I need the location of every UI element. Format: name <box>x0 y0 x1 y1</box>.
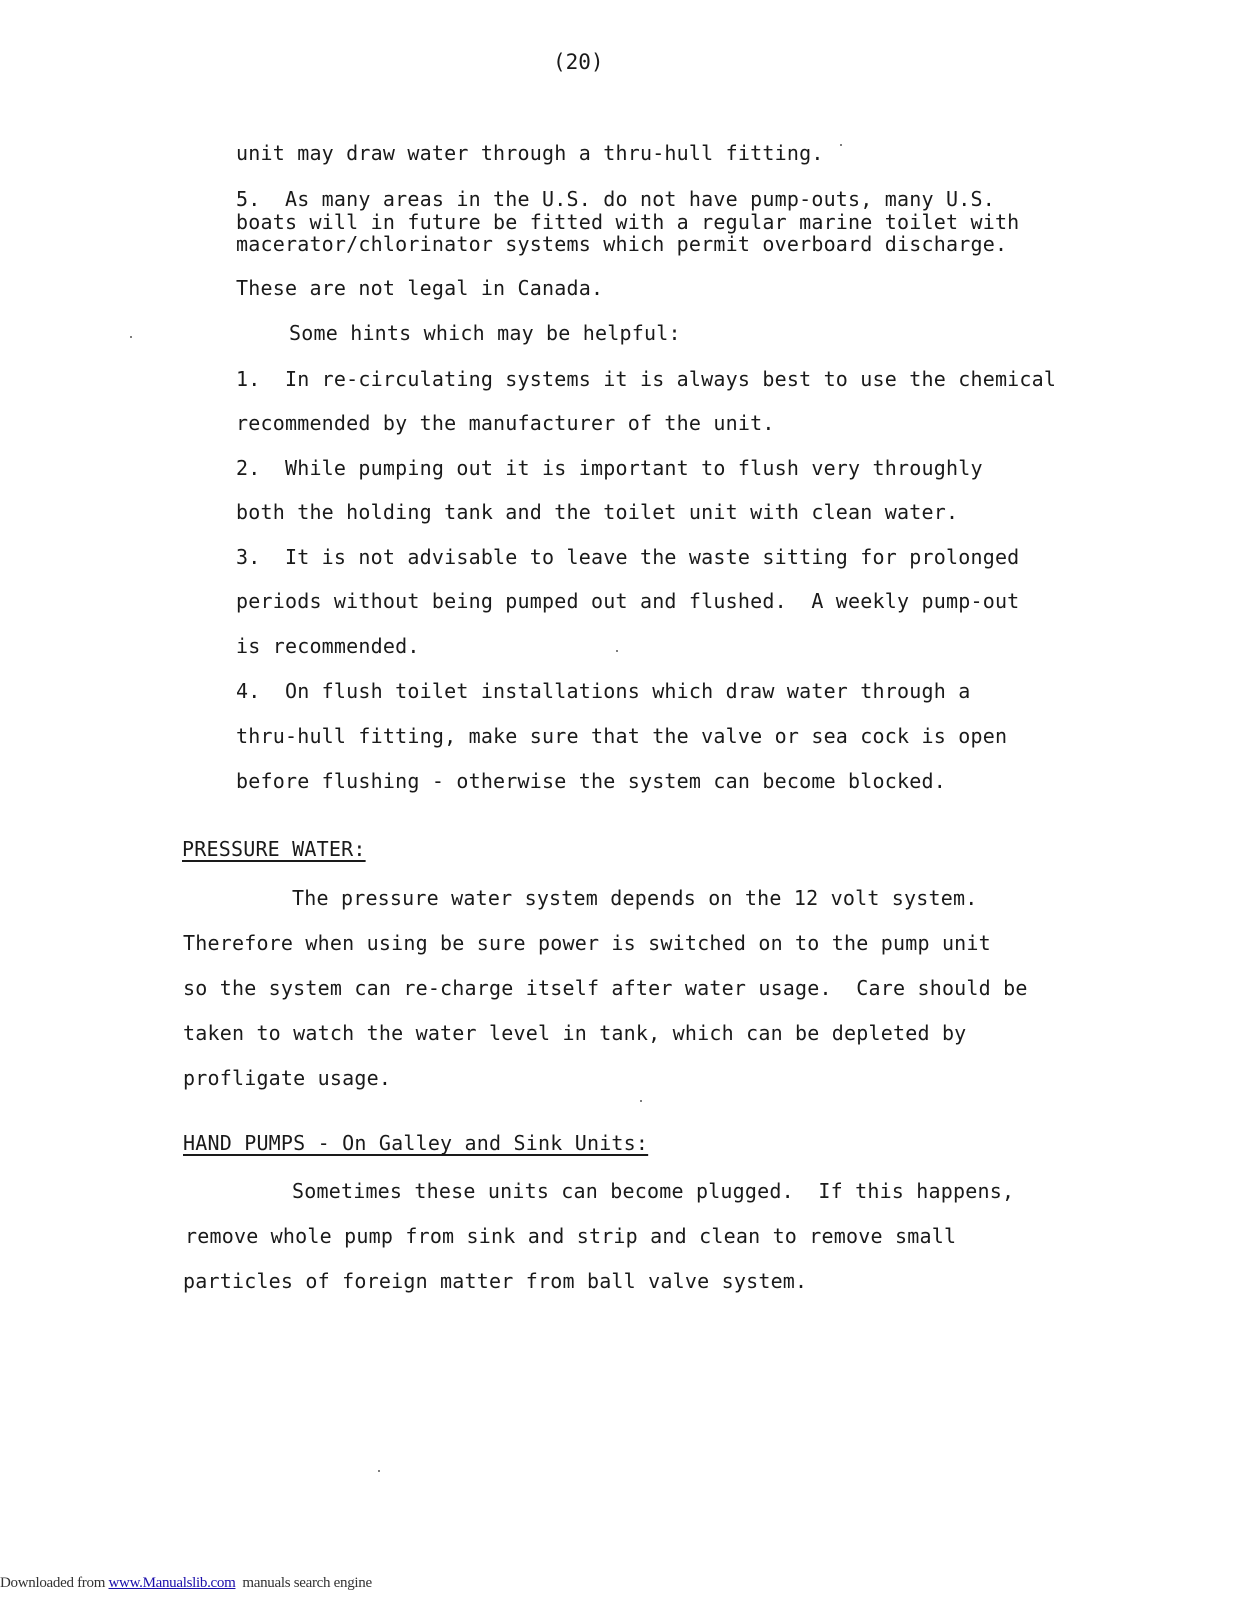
paragraph-line: unit may draw water through a thru-hull fitting. <box>236 141 824 165</box>
scan-speck <box>840 144 842 146</box>
hint-line: is recommended. <box>236 634 420 658</box>
manualslib-link[interactable]: www.Manualslib.com <box>108 1575 236 1591</box>
hint-line: 3. It is not advisable to leave the waste sitting for prolonged <box>236 545 1020 569</box>
page-number: (20) <box>553 50 604 74</box>
hint-line: periods without being pumped out and flushed. A weekly pump-out <box>236 589 1020 613</box>
section-line: The pressure water system depends on the 12 volt system. <box>292 886 978 910</box>
hint-line: before flushing - otherwise the system can become blocked. <box>236 769 946 793</box>
footer-suffix: manuals search engine <box>235 1575 372 1591</box>
hint-line: 1. In re-circulating systems it is always best to use the chemical <box>236 367 1057 391</box>
section-line: particles of foreign matter from ball valve system. <box>183 1269 808 1293</box>
scan-speck <box>130 336 132 338</box>
paragraph-line: These are not legal in Canada. <box>236 276 604 300</box>
section-line: remove whole pump from sink and strip and clean to remove small <box>185 1224 957 1248</box>
scan-speck <box>640 1100 642 1102</box>
scan-speck <box>616 650 618 652</box>
section-line: so the system can re-charge itself after water usage. Care should be <box>183 976 1028 1000</box>
hint-line: thru-hull fitting, make sure that the valve or sea cock is open <box>236 724 1008 748</box>
section-heading-hand-pumps: HAND PUMPS - On Galley and Sink Units: <box>183 1131 649 1155</box>
paragraph-line: 5. As many areas in the U.S. do not have pump-outs, many U.S. <box>236 187 995 211</box>
scan-speck <box>378 1470 380 1472</box>
section-line: profligate usage. <box>183 1066 392 1090</box>
hint-line: 2. While pumping out it is important to flush very throughly <box>236 456 983 480</box>
paragraph-line: boats will in future be fitted with a regular marine toilet with <box>236 210 1020 234</box>
paragraph-line: macerator/chlorinator systems which permit overboard discharge. <box>236 232 1008 256</box>
section-heading-pressure-water: PRESSURE WATER: <box>182 837 366 861</box>
hint-line: both the holding tank and the toilet unit with clean water. <box>236 500 959 524</box>
hint-line: recommended by the manufacturer of the unit. <box>236 411 775 435</box>
footer <box>0 1574 372 1592</box>
paragraph-line: Some hints which may be helpful: <box>289 321 681 345</box>
hint-line: 4. On flush toilet installations which draw water through a <box>236 679 971 703</box>
section-line: Therefore when using be sure power is switched on to the pump unit <box>183 931 991 955</box>
section-line: Sometimes these units can become plugged. If this happens, <box>292 1179 1015 1203</box>
section-line: taken to watch the water level in tank, which can be depleted by <box>183 1021 967 1045</box>
footer-prefix: Downloaded from <box>0 1575 109 1591</box>
